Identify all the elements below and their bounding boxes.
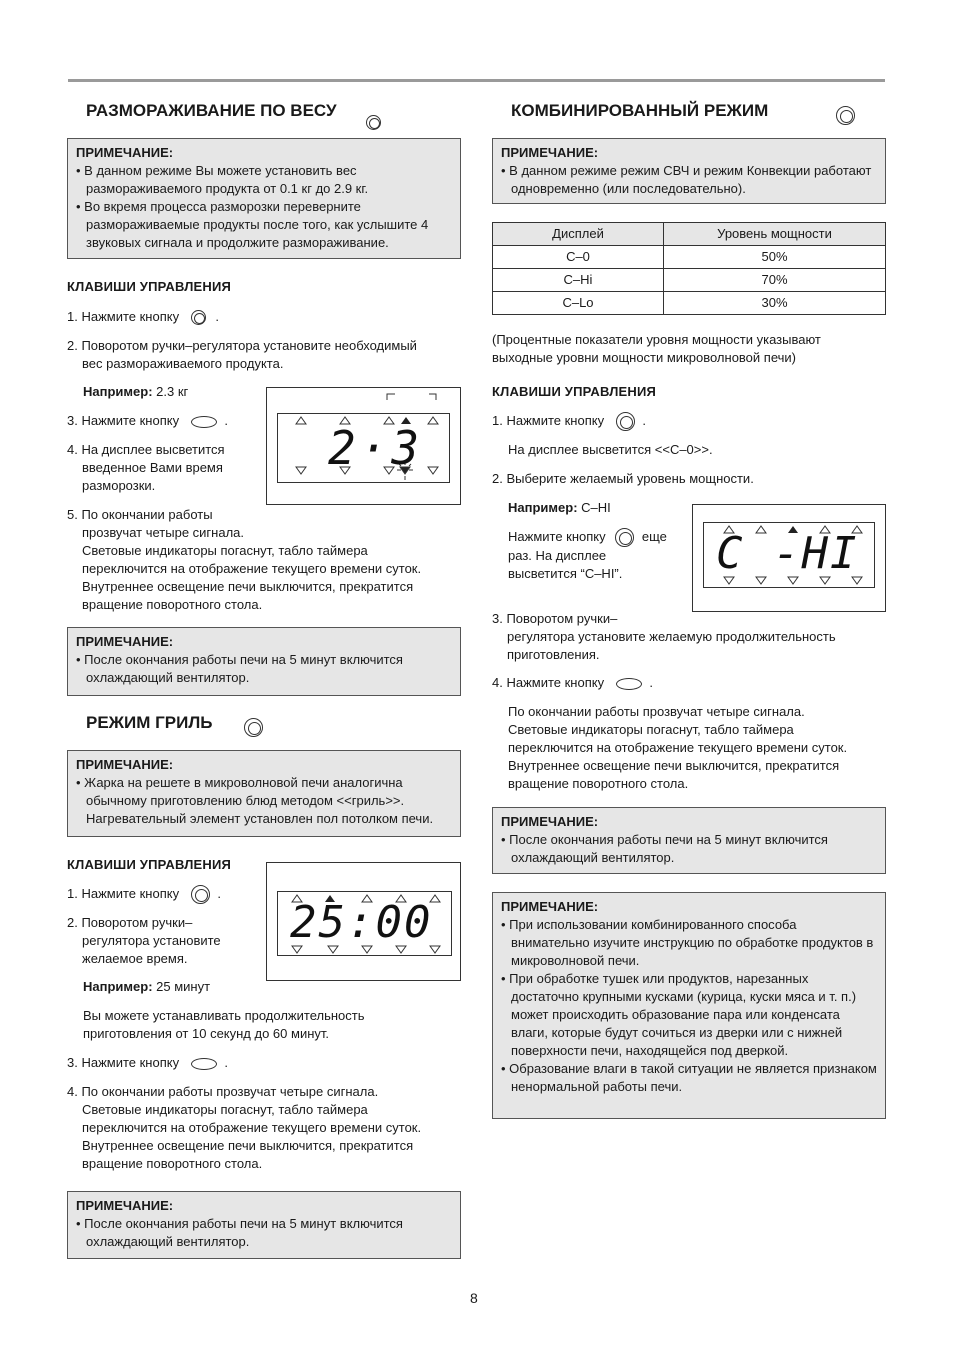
table-cell: C–Lo bbox=[493, 292, 664, 315]
table-cell: 70% bbox=[664, 269, 886, 292]
info-line: Вы можете устанавливать продолжительность bbox=[83, 1008, 365, 1023]
combo-button-icon bbox=[615, 528, 634, 547]
step-text: 3. Нажмите кнопку bbox=[67, 413, 180, 428]
defrost-display-panel bbox=[266, 387, 461, 505]
lcd-digits: 25:00 bbox=[290, 897, 433, 948]
defrost-weight-button-icon bbox=[191, 310, 206, 325]
step-text: 1. Нажмите кнопку bbox=[67, 309, 180, 324]
lcd-digits: 2·3 bbox=[328, 421, 424, 475]
combo-step-1 bbox=[492, 412, 646, 431]
example-label: Например: bbox=[508, 500, 578, 515]
grill-display-panel bbox=[266, 862, 461, 981]
lcd-digits: C -HI bbox=[716, 528, 859, 579]
note-item: • Жарка на решете в микроволновой печи аналогична обычному приготовлению блюд методом <<гриль>>. Нагревательный элемент установлен пол потолком печи. bbox=[76, 774, 452, 828]
step-line: вращение поворотного стола. bbox=[82, 1156, 263, 1171]
example-value: 25 минут bbox=[156, 979, 211, 994]
press-line: раз. На дисплее bbox=[508, 548, 607, 564]
info-line: приготовления от 10 секунд до 60 минут. bbox=[83, 1026, 330, 1041]
combo-title: КОМБИНИРОВАННЫЙ РЕЖИМ bbox=[511, 101, 769, 120]
press-line bbox=[508, 528, 667, 547]
dial-icon bbox=[366, 115, 381, 130]
step-end: . bbox=[224, 413, 228, 428]
note-header: ПРИМЕЧАНИЕ: bbox=[76, 634, 174, 649]
grill-icon bbox=[244, 718, 263, 737]
grill-step-2 bbox=[67, 914, 221, 968]
combo-note-2 bbox=[492, 807, 886, 874]
note-item: • При использовании комбинированного способа внимательно изучите инструкцию по обработке продуктов в микроволновой печи. bbox=[501, 916, 877, 970]
example-value: C–HI bbox=[581, 500, 611, 515]
page-number: 8 bbox=[470, 1290, 478, 1306]
lcd-screen bbox=[277, 413, 450, 483]
info-line: По окончании работы прозвучат четыре сигнала. bbox=[508, 704, 805, 719]
step-line: 2. Поворотом ручки–регулятора установите необходимый bbox=[67, 338, 417, 353]
defrost-title: РАЗМОРАЖИВАНИЕ ПО ВЕСУ bbox=[86, 101, 337, 120]
table-row bbox=[493, 292, 886, 315]
combo-icon bbox=[836, 106, 855, 125]
combo-step-4 bbox=[492, 674, 653, 692]
defrost-step-2 bbox=[67, 337, 417, 373]
note-item: • После окончания работы печи на 5 минут включится охлаждающий вентилятор. bbox=[76, 651, 452, 687]
step-text: 4. Нажмите кнопку bbox=[492, 675, 605, 690]
step-line: Световые индикаторы погаснут, табло таймера bbox=[82, 543, 368, 558]
press-text-end: еще bbox=[641, 529, 667, 544]
step-text: 1. Нажмите кнопку bbox=[67, 886, 180, 901]
step-line: переключится на отображение текущего времени суток. bbox=[82, 561, 422, 576]
note-header: ПРИМЕЧАНИЕ: bbox=[76, 1198, 174, 1213]
grill-example bbox=[83, 978, 210, 996]
defrost-example bbox=[83, 383, 188, 401]
grill-step-3 bbox=[67, 1054, 228, 1072]
step-line: Внутреннее освещение печи выключится, прекратится bbox=[82, 579, 414, 594]
example-label: Например: bbox=[83, 384, 153, 399]
step-line: 4. На дисплее высветится bbox=[67, 442, 225, 457]
note-item: • Образование влаги в такой ситуации не является признаком ненормальной работы печи. bbox=[501, 1060, 877, 1096]
note-header: ПРИМЕЧАНИЕ: bbox=[501, 145, 599, 160]
table-row bbox=[493, 246, 886, 269]
note-header: ПРИМЕЧАНИЕ: bbox=[501, 899, 599, 914]
table-header-cell: Уровень мощности bbox=[664, 223, 886, 246]
step-line: переключится на отображение текущего времени суток. bbox=[82, 1120, 422, 1135]
table-note bbox=[492, 331, 821, 367]
step-line: 3. Поворотом ручки– bbox=[492, 611, 618, 626]
table-cell: C–0 bbox=[493, 246, 664, 269]
info-line: Внутреннее освещение печи выключится, прекратится bbox=[508, 758, 840, 773]
note-item: • После окончания работы печи на 5 минут включится охлаждающий вентилятор. bbox=[501, 831, 877, 867]
defrost-step-1 bbox=[67, 308, 219, 326]
defrost-keys-title: КЛАВИШИ УПРАВЛЕНИЯ bbox=[67, 279, 232, 294]
top-rule bbox=[68, 79, 885, 82]
start-button-icon bbox=[191, 416, 217, 428]
step-line: разморозки. bbox=[82, 478, 156, 493]
grill-step-1 bbox=[67, 885, 221, 904]
note-header: ПРИМЕЧАНИЕ: bbox=[501, 814, 599, 829]
grill-title: РЕЖИМ ГРИЛЬ bbox=[86, 713, 213, 732]
combo-note bbox=[492, 138, 886, 204]
note-header: ПРИМЕЧАНИЕ: bbox=[76, 757, 174, 772]
step-end: . bbox=[224, 1055, 228, 1070]
press-line: высветится “C–HI”. bbox=[508, 566, 623, 582]
step-line: введенное Вами время bbox=[82, 460, 223, 475]
step-line: прозвучат четыре сигнала. bbox=[82, 525, 244, 540]
defrost-step-5 bbox=[67, 506, 421, 614]
step-end: . bbox=[649, 675, 653, 690]
table-header-row bbox=[493, 223, 886, 246]
step-line: вращение поворотного стола. bbox=[82, 597, 263, 612]
note-item: • После окончания работы печи на 5 минут включится охлаждающий вентилятор. bbox=[76, 1215, 452, 1251]
combo-press-again bbox=[508, 528, 667, 583]
grill-keys-title: КЛАВИШИ УПРАВЛЕНИЯ bbox=[67, 857, 232, 872]
step-line: приготовления. bbox=[507, 647, 600, 662]
table-cell: C–Hi bbox=[493, 269, 664, 292]
example-value: 2.3 кг bbox=[156, 384, 189, 399]
combo-step-3 bbox=[492, 610, 836, 664]
step-text: 1. Нажмите кнопку bbox=[492, 413, 605, 428]
start-button-icon bbox=[616, 678, 642, 690]
start-button-icon bbox=[191, 1058, 217, 1070]
table-cell: 50% bbox=[664, 246, 886, 269]
table-note-line: выходные уровни мощности микроволновой печи) bbox=[492, 350, 796, 365]
grill-step-4 bbox=[67, 1083, 421, 1173]
defrost-note bbox=[67, 138, 461, 259]
step-line: Внутреннее освещение печи выключится, прекратится bbox=[82, 1138, 414, 1153]
info-line: переключится на отображение текущего времени суток. bbox=[508, 740, 848, 755]
table-cell: 30% bbox=[664, 292, 886, 315]
step-line: регулятора установите bbox=[82, 933, 221, 948]
lcd-screen bbox=[277, 891, 452, 956]
power-level-table bbox=[492, 222, 886, 315]
combo-example bbox=[508, 499, 611, 517]
step-line: 4. По окончании работы прозвучат четыре сигнала. bbox=[67, 1084, 379, 1099]
step-line: регулятора установите желаемую продолжительность bbox=[507, 629, 836, 644]
note-item: • В данном режиме Вы можете установить вес размораживаемого продукта от 0.1 кг до 2.9 кг. bbox=[76, 162, 452, 198]
table-row bbox=[493, 269, 886, 292]
step-end: . bbox=[642, 413, 646, 428]
grill-info bbox=[83, 1007, 364, 1043]
combo-note-3 bbox=[492, 892, 886, 1119]
step-line: вес размораживаемого продукта. bbox=[82, 356, 284, 371]
combo-step-2: 2. Выберите желаемый уровень мощности. bbox=[492, 471, 754, 486]
grill-button-icon bbox=[191, 885, 210, 904]
note-item: • Во вкремя процесса разморозки переверните размораживаемые продукты после того, как услышите 4 звуковых сигнала и продолжите размораживание. bbox=[76, 198, 452, 252]
info-line: Световые индикаторы погаснут, табло таймера bbox=[508, 722, 794, 737]
step-text: 3. Нажмите кнопку bbox=[67, 1055, 180, 1070]
combo-display-panel bbox=[692, 504, 886, 612]
combo-keys-title: КЛАВИШИ УПРАВЛЕНИЯ bbox=[492, 384, 657, 399]
press-text: Нажмите кнопку bbox=[508, 529, 606, 544]
table-note-line: (Процентные показатели уровня мощности указывают bbox=[492, 332, 821, 347]
defrost-step-3 bbox=[67, 412, 228, 430]
step-line: 2. Поворотом ручки– bbox=[67, 915, 193, 930]
example-label: Например: bbox=[83, 979, 153, 994]
step-line: Световые индикаторы погаснут, табло таймера bbox=[82, 1102, 368, 1117]
combo-end-info bbox=[508, 703, 847, 793]
defrost-step-4 bbox=[67, 441, 225, 495]
info-line: вращение поворотного стола. bbox=[508, 776, 689, 791]
table-header-cell: Дисплей bbox=[493, 223, 664, 246]
note-item: • При обработке тушек или продуктов, нарезанных достаточно крупными кусками (курица, куски мяса и т. п.) может происходить образование пара или конденсата влаги, которые будут сочиться из дверки или с нижней поверхности печи, находящейся под дверкой. bbox=[501, 970, 877, 1060]
defrost-note-2 bbox=[67, 627, 461, 696]
grill-note-2 bbox=[67, 1191, 461, 1259]
combo-button-icon bbox=[616, 412, 635, 431]
step-line: желаемое время. bbox=[82, 951, 188, 966]
step-end: . bbox=[217, 886, 221, 901]
combo-step-1-sub: На дисплее высветится <<C–0>>. bbox=[508, 442, 713, 457]
note-header: ПРИМЕЧАНИЕ: bbox=[76, 145, 174, 160]
lcd-screen bbox=[703, 522, 875, 588]
step-end: . bbox=[215, 309, 219, 324]
grill-note bbox=[67, 750, 461, 837]
note-item: • В данном режиме режим СВЧ и режим Конвекции работают одновременно (или последовательно). bbox=[501, 162, 877, 198]
step-line: 5. По окончании работы bbox=[67, 507, 213, 522]
